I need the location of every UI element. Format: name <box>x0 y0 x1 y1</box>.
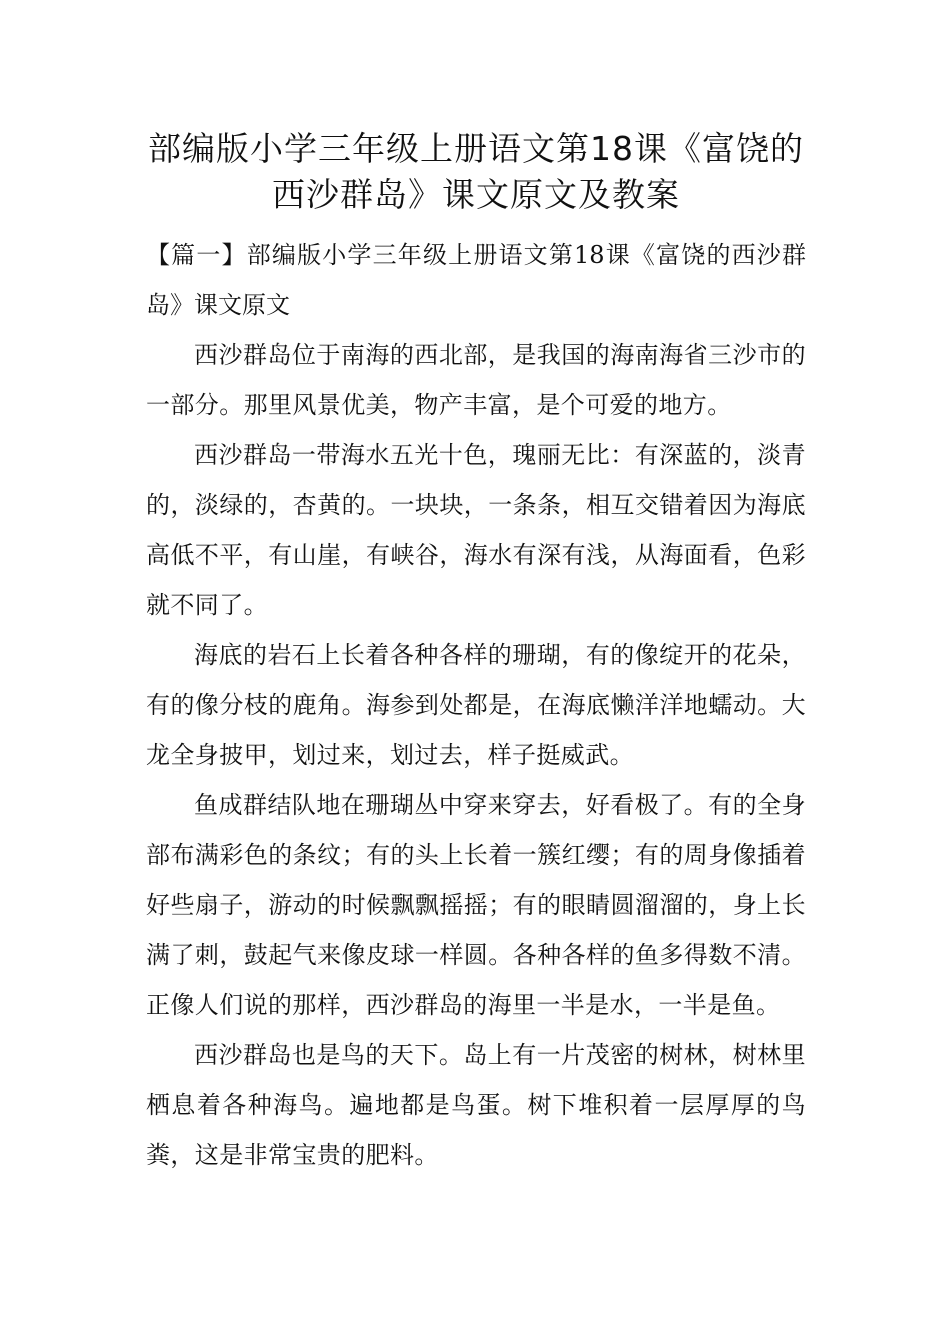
section-heading: 【篇一】部编版小学三年级上册语文第18课《富饶的西沙群岛》课文原文 <box>146 241 806 319</box>
paragraph-2: 西沙群岛一带海水五光十色，瑰丽无比：有深蓝的，淡青的，淡绿的，杏黄的。一块块，一条条，相互交错着因为海底高低不平，有山崖，有峡谷，海水有深有浅，从海面看，色彩就不同了。 <box>146 441 806 619</box>
paragraph-5: 西沙群岛也是鸟的天下。岛上有一片茂密的树林，树林里栖息着各种海鸟。遍地都是鸟蛋。树下堆积着一层厚厚的鸟粪，这是非常宝贵的肥料。 <box>146 1041 806 1169</box>
document-page <box>146 126 806 1180</box>
paragraph-4: 鱼成群结队地在珊瑚丛中穿来穿去，好看极了。有的全身部布满彩色的条纹；有的头上长着一簇红缨；有的周身像插着好些扇子，游动的时候飘飘摇摇；有的眼睛圆溜溜的，身上长满了刺，鼓起气来像皮球一样圆。各种各样的鱼多得数不清。正像人们说的那样，西沙群岛的海里一半是水，一半是鱼。 <box>146 791 806 1019</box>
document-title: 部编版小学三年级上册语文第18课《富饶的西沙群岛》课文原文及教案 <box>148 129 804 214</box>
paragraph-1: 西沙群岛位于南海的西北部，是我国的海南海省三沙市的一部分。那里风景优美，物产丰富，是个可爱的地方。 <box>146 341 806 419</box>
paragraph-3: 海底的岩石上长着各种各样的珊瑚，有的像绽开的花朵，有的像分枝的鹿角。海参到处都是，在海底懒洋洋地蠕动。大龙全身披甲，划过来，划过去，样子挺威武。 <box>146 641 806 769</box>
